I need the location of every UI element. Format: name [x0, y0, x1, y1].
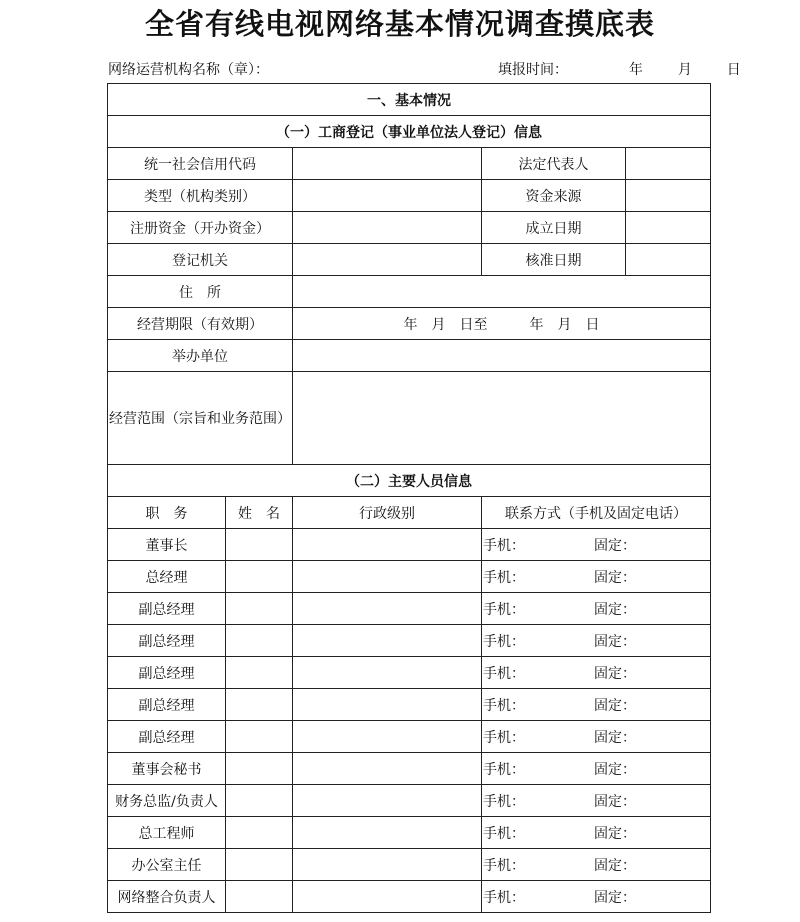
table-row [108, 721, 711, 753]
header-rank: 行政级别 [293, 497, 482, 529]
table-row [108, 529, 711, 561]
period-label: 经营期限（有效期） [108, 308, 293, 340]
contact-field[interactable] [482, 657, 711, 689]
header-name: 姓 名 [226, 497, 293, 529]
fund-source-label: 资金来源 [482, 180, 626, 212]
mobile-label: 手机： [483, 601, 525, 618]
fixed-label: 固定： [594, 569, 637, 586]
fixed-label: 固定： [594, 697, 637, 714]
contact-field[interactable] [482, 817, 711, 849]
sponsor-field[interactable] [293, 340, 711, 372]
rank-field[interactable] [293, 625, 482, 657]
rank-field[interactable] [293, 561, 482, 593]
name-field[interactable] [226, 849, 293, 881]
fixed-label: 固定： [594, 665, 637, 682]
mobile-label: 手机： [483, 793, 525, 810]
table-row [108, 593, 711, 625]
table-row [108, 561, 711, 593]
mobile-label: 手机： [483, 665, 525, 682]
fixed-label: 固定： [594, 729, 637, 746]
fill-time [498, 59, 741, 79]
founding-date-field[interactable] [626, 212, 711, 244]
table-row [108, 753, 711, 785]
position-cell: 副总经理 [108, 593, 226, 625]
name-field[interactable] [226, 689, 293, 721]
rank-field[interactable] [293, 529, 482, 561]
mobile-label: 手机： [483, 825, 525, 842]
contact-field[interactable] [482, 785, 711, 817]
table-row [108, 785, 711, 817]
contact-field[interactable] [482, 561, 711, 593]
name-field[interactable] [226, 657, 293, 689]
legal-rep-label: 法定代表人 [482, 148, 626, 180]
table-row [108, 657, 711, 689]
contact-field[interactable] [482, 529, 711, 561]
fixed-label: 固定： [594, 793, 637, 810]
rank-field[interactable] [293, 881, 482, 913]
mobile-label: 手机： [483, 697, 525, 714]
personnel-rows [108, 529, 711, 913]
position-cell: 副总经理 [108, 721, 226, 753]
sponsor-label: 举办单位 [108, 340, 293, 372]
registered-capital-label: 注册资金（开办资金） [108, 212, 293, 244]
contact-field[interactable] [482, 849, 711, 881]
name-field[interactable] [226, 785, 293, 817]
contact-field[interactable] [482, 625, 711, 657]
name-field[interactable] [226, 561, 293, 593]
rank-field[interactable] [293, 657, 482, 689]
mobile-label: 手机： [483, 761, 525, 778]
fixed-label: 固定： [594, 761, 637, 778]
fixed-label: 固定： [594, 633, 637, 650]
fixed-label: 固定： [594, 601, 637, 618]
registration-authority-field[interactable] [293, 244, 482, 276]
mobile-label: 手机： [483, 889, 525, 906]
contact-field[interactable] [482, 721, 711, 753]
fill-time-month: 月 [677, 62, 692, 78]
approval-date-label: 核准日期 [482, 244, 626, 276]
fixed-label: 固定： [594, 825, 637, 842]
credit-code-field[interactable] [293, 148, 482, 180]
name-field[interactable] [226, 881, 293, 913]
survey-table [107, 83, 711, 913]
mobile-label: 手机： [483, 569, 525, 586]
scope-field[interactable] [293, 372, 711, 465]
registered-capital-field[interactable] [293, 212, 482, 244]
contact-field[interactable] [482, 881, 711, 913]
table-row [108, 849, 711, 881]
document-title: 全省有线电视网络基本情况调查摸底表 [144, 7, 655, 41]
position-cell: 总工程师 [108, 817, 226, 849]
org-name-label: 网络运营机构名称（章）： [108, 62, 269, 78]
position-cell: 董事长 [108, 529, 226, 561]
position-cell: 副总经理 [108, 657, 226, 689]
fixed-label: 固定： [594, 889, 637, 906]
contact-field[interactable] [482, 689, 711, 721]
position-cell: 副总经理 [108, 625, 226, 657]
position-cell: 董事会秘书 [108, 753, 226, 785]
table-row [108, 881, 711, 913]
scope-label: 经营范围（宗旨和业务范围） [108, 372, 293, 465]
name-field[interactable] [226, 529, 293, 561]
subsection-personnel: （二）主要人员信息 [108, 465, 711, 497]
table-row [108, 625, 711, 657]
header-position: 职 务 [108, 497, 226, 529]
name-field[interactable] [226, 817, 293, 849]
rank-field[interactable] [293, 785, 482, 817]
fill-time-year: 年 [628, 62, 643, 78]
rank-field[interactable] [293, 721, 482, 753]
mobile-label: 手机： [483, 729, 525, 746]
approval-date-field[interactable] [626, 244, 711, 276]
position-cell: 副总经理 [108, 689, 226, 721]
table-row [108, 689, 711, 721]
mobile-label: 手机： [483, 857, 525, 874]
founding-date-label: 成立日期 [482, 212, 626, 244]
position-cell: 办公室主任 [108, 849, 226, 881]
position-cell: 财务总监/负责人 [108, 785, 226, 817]
period-field[interactable]: 年 月 日至 年 月 日 [293, 308, 711, 340]
table-row [108, 817, 711, 849]
name-field[interactable] [226, 593, 293, 625]
fixed-label: 固定： [594, 537, 637, 554]
credit-code-label: 统一社会信用代码 [108, 148, 293, 180]
position-cell: 网络整合负责人 [108, 881, 226, 913]
name-field[interactable] [226, 753, 293, 785]
type-field[interactable] [293, 180, 482, 212]
legal-rep-field[interactable] [626, 148, 711, 180]
registration-authority-label: 登记机关 [108, 244, 293, 276]
fund-source-field[interactable] [626, 180, 711, 212]
rank-field[interactable] [293, 849, 482, 881]
section-basic-info: 一、基本情况 [108, 84, 711, 116]
type-label: 类型（机构类别） [108, 180, 293, 212]
mobile-label: 手机： [483, 537, 525, 554]
mobile-label: 手机： [483, 633, 525, 650]
position-cell: 总经理 [108, 561, 226, 593]
fixed-label: 固定： [594, 857, 637, 874]
address-field[interactable] [293, 276, 711, 308]
rank-field[interactable] [293, 593, 482, 625]
name-field[interactable] [226, 625, 293, 657]
contact-field[interactable] [482, 753, 711, 785]
header-contact: 联系方式（手机及固定电话） [482, 497, 711, 529]
rank-field[interactable] [293, 753, 482, 785]
address-label: 住 所 [108, 276, 293, 308]
contact-field[interactable] [482, 593, 711, 625]
subsection-registration: （一）工商登记（事业单位法人登记）信息 [108, 116, 711, 148]
rank-field[interactable] [293, 689, 482, 721]
fill-time-day: 日 [726, 62, 741, 78]
name-field[interactable] [226, 721, 293, 753]
fill-time-label: 填报时间： [498, 62, 568, 78]
rank-field[interactable] [293, 817, 482, 849]
